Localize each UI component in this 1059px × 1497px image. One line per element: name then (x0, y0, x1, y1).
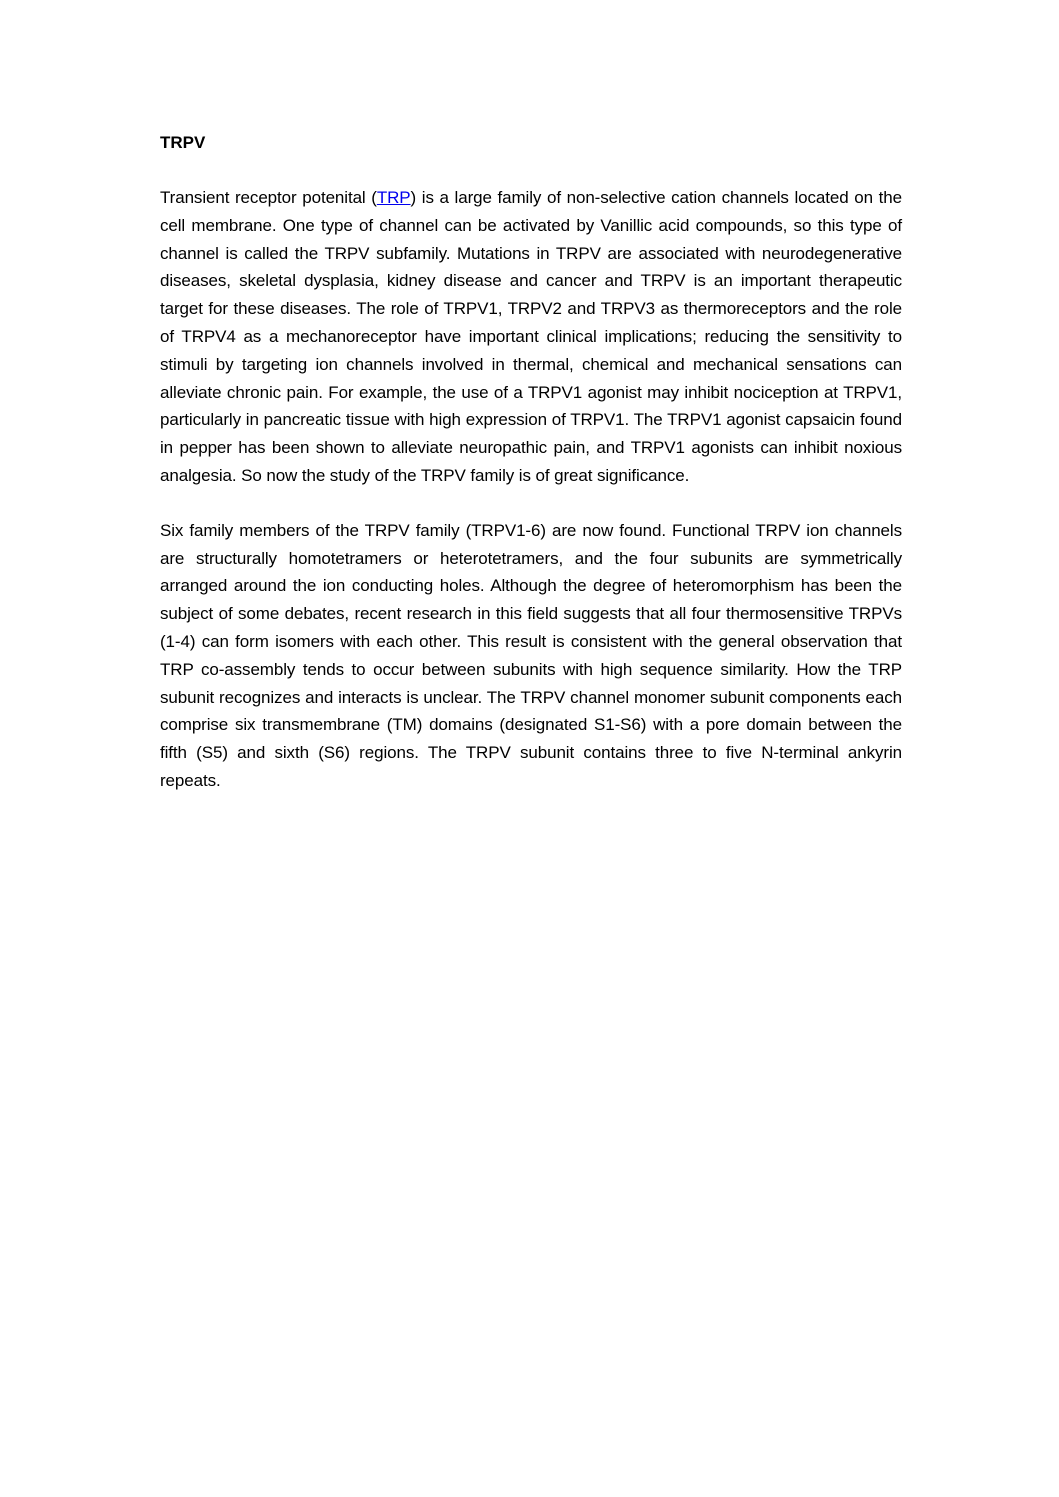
document-page (160, 129, 902, 795)
trp-link[interactable]: TRP (376, 188, 411, 207)
paragraph-intro-body: ) is a large family of non-selective cation channels located on the cell membrane. One type of channel can be activated by Vanillic acid compounds, so this type of channel is called the TRPV subfamily. Mutations in TRPV are associated with neurodegenerative diseases, skeletal dysplasia, kidney disease and cancer and TRPV is an important therapeutic target for these diseases. The role of TRPV1, TRPV2 and TRPV3 as thermoreceptors and the role of TRPV4 as a mechanoreceptor have important clinical implications; reducing the sensitivity to stimuli by targeting ion channels involved in thermal, chemical and mechanical sensations can alleviate chronic pain. For example, the use of a TRPV1 agonist may inhibit nociception at TRPV1, particularly in pancreatic tissue with high expression of TRPV1. The TRPV1 agonist capsaicin found in pepper has been shown to alleviate neuropathic pain, and TRPV1 agonists can inhibit noxious analgesia. So now the study of the TRPV family is of great significance. (160, 188, 902, 485)
paragraph-intro (160, 184, 902, 490)
paragraph-intro-lead: Transient receptor potenital ( (160, 188, 377, 207)
paragraph-family-members: Six family members of the TRPV family (TRPV1-6) are now found. Functional TRPV ion channels are structurally homotetramers or heterotetramers, and the four subunits are symmetrically arranged around the ion conducting holes. Although the degree of heteromorphism has been the subject of some debates, recent research in this field suggests that all four thermosensitive TRPVs (1-4) can form isomers with each other. This result is consistent with the general observation that TRP co-assembly tends to occur between subunits with high sequence similarity. How the TRP subunit recognizes and interacts is unclear. The TRPV channel monomer subunit components each comprise six transmembrane (TM) domains (designated S1-S6) with a pore domain between the fifth (S5) and sixth (S6) regions. The TRPV subunit contains three to five N-terminal ankyrin repeats. (160, 520, 902, 790)
document-title: TRPV (160, 133, 206, 152)
